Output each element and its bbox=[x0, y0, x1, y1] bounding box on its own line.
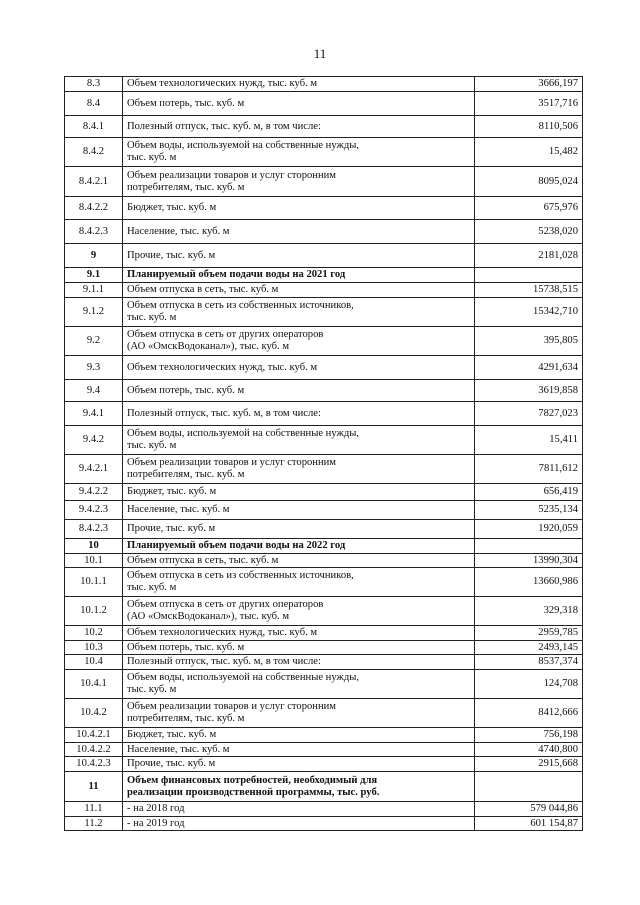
row-description-cell bbox=[123, 380, 475, 402]
description-line: Объем отпуска в сеть, тыс. куб. м bbox=[127, 284, 279, 295]
description-line: Объем технологических нужд, тыс. куб. м bbox=[127, 361, 318, 373]
description-line: Объем реализации товаров и услуг сторонним bbox=[127, 457, 337, 468]
row-number-cell: 8.4.2 bbox=[65, 138, 123, 167]
row-description-cell bbox=[123, 699, 475, 728]
row-number-cell: 10.1.2 bbox=[65, 597, 123, 626]
description-line: Объем технологических нужд, тыс. куб. м bbox=[127, 627, 318, 638]
table-row bbox=[65, 197, 583, 220]
description-line: Объем отпуска в сеть из собственных источников, bbox=[127, 570, 354, 581]
row-number-cell: 8.4 bbox=[65, 92, 123, 116]
row-number-cell: 10.3 bbox=[65, 641, 123, 655]
description-line: Объем потерь, тыс. куб. м bbox=[127, 641, 245, 653]
row-value-cell: 8110,506 bbox=[475, 116, 583, 138]
row-description-cell bbox=[123, 728, 475, 743]
row-description-cell bbox=[123, 626, 475, 641]
row-description-cell bbox=[123, 641, 475, 655]
row-value-cell: 124,708 bbox=[475, 670, 583, 699]
description-line: Объем воды, используемой на собственные нужды, bbox=[127, 140, 359, 151]
row-description-cell bbox=[123, 167, 475, 197]
table-row bbox=[65, 728, 583, 743]
description-line: тыс. куб. м bbox=[127, 440, 177, 451]
row-description-cell bbox=[123, 772, 475, 802]
row-description-cell bbox=[123, 757, 475, 772]
row-value-cell: 15738,515 bbox=[475, 283, 583, 298]
table-row bbox=[65, 402, 583, 426]
row-number-cell: 8.4.2.3 bbox=[65, 520, 123, 539]
row-number-cell: 8.3 bbox=[65, 77, 123, 92]
row-value-cell: 13660,986 bbox=[475, 568, 583, 597]
row-number-cell: 10.4.2.3 bbox=[65, 757, 123, 772]
description-line: Объем воды, используемой на собственные нужды, bbox=[127, 428, 359, 439]
row-number-cell: 10.1.1 bbox=[65, 568, 123, 597]
table-row bbox=[65, 655, 583, 670]
table-row bbox=[65, 802, 583, 817]
table-row bbox=[65, 268, 583, 283]
row-number-cell: 9.1 bbox=[65, 268, 123, 283]
row-description-cell bbox=[123, 220, 475, 244]
row-number-cell: 9.3 bbox=[65, 356, 123, 380]
table-row bbox=[65, 520, 583, 539]
description-line: - на 2019 год bbox=[127, 817, 185, 829]
row-number-cell: 10.2 bbox=[65, 626, 123, 641]
row-number-cell: 10.4.1 bbox=[65, 670, 123, 699]
row-value-cell: 4291,634 bbox=[475, 356, 583, 380]
description-line: Объем отпуска в сеть от других операторов bbox=[127, 329, 324, 340]
description-line: Прочие, тыс. куб. м bbox=[127, 523, 216, 534]
row-number-cell: 9.1.1 bbox=[65, 283, 123, 298]
table-row bbox=[65, 455, 583, 484]
row-description-cell bbox=[123, 197, 475, 220]
row-description-cell bbox=[123, 455, 475, 484]
row-number-cell: 9.4.2.2 bbox=[65, 484, 123, 501]
table-row bbox=[65, 138, 583, 167]
table-row bbox=[65, 568, 583, 597]
description-line: тыс. куб. м bbox=[127, 684, 177, 695]
description-line: Объем отпуска в сеть из собственных источников, bbox=[127, 300, 354, 311]
row-number-cell: 11.2 bbox=[65, 817, 123, 831]
row-value-cell: 3517,716 bbox=[475, 92, 583, 116]
row-value-cell: 656,419 bbox=[475, 484, 583, 501]
row-description-cell bbox=[123, 77, 475, 92]
table-row bbox=[65, 116, 583, 138]
table-row bbox=[65, 283, 583, 298]
description-line: Объем реализации товаров и услуг сторонним bbox=[127, 701, 337, 712]
table-row bbox=[65, 539, 583, 554]
description-line: Объем технологических нужд, тыс. куб. м bbox=[127, 78, 318, 89]
description-line: - на 2018 год bbox=[127, 803, 185, 814]
table-row bbox=[65, 772, 583, 802]
row-value-cell: 756,198 bbox=[475, 728, 583, 743]
row-value-cell: 15,411 bbox=[475, 426, 583, 455]
table-row bbox=[65, 77, 583, 92]
row-value-cell: 395,805 bbox=[475, 327, 583, 356]
row-description-cell bbox=[123, 426, 475, 455]
row-description-cell bbox=[123, 743, 475, 757]
row-description-cell bbox=[123, 283, 475, 298]
row-value-cell: 2915,668 bbox=[475, 757, 583, 772]
row-description-cell bbox=[123, 655, 475, 670]
row-description-cell bbox=[123, 268, 475, 283]
table-row bbox=[65, 699, 583, 728]
row-value-cell: 2959,785 bbox=[475, 626, 583, 641]
table-row bbox=[65, 92, 583, 116]
row-description-cell bbox=[123, 92, 475, 116]
row-value-cell: 7811,612 bbox=[475, 455, 583, 484]
row-number-cell: 8.4.2.3 bbox=[65, 220, 123, 244]
table-row bbox=[65, 327, 583, 356]
row-value-cell: 579 044,86 bbox=[475, 802, 583, 817]
description-line: Бюджет, тыс. куб. м bbox=[127, 202, 217, 213]
table-row bbox=[65, 426, 583, 455]
row-number-cell: 9.4.2.3 bbox=[65, 501, 123, 520]
row-value-cell: 1920,059 bbox=[475, 520, 583, 539]
description-line: Объем воды, используемой на собственные нужды, bbox=[127, 672, 359, 683]
row-number-cell: 10.1 bbox=[65, 554, 123, 568]
row-value-cell: 7827,023 bbox=[475, 402, 583, 426]
table-row bbox=[65, 743, 583, 757]
row-number-cell: 9.4.2.1 bbox=[65, 455, 123, 484]
row-number-cell: 9.1.2 bbox=[65, 298, 123, 327]
table-row bbox=[65, 167, 583, 197]
row-number-cell: 9.4 bbox=[65, 380, 123, 402]
description-line: Объем отпуска в сеть от других операторов bbox=[127, 599, 324, 610]
row-value-cell: 13990,304 bbox=[475, 554, 583, 568]
row-value-cell bbox=[475, 268, 583, 283]
description-line: Объем потерь, тыс. куб. м bbox=[127, 97, 245, 109]
row-value-cell bbox=[475, 772, 583, 802]
row-number-cell: 10.4.2 bbox=[65, 699, 123, 728]
row-description-cell bbox=[123, 539, 475, 554]
description-line: Объем реализации товаров и услуг сторонним bbox=[127, 169, 337, 181]
row-number-cell: 9 bbox=[65, 244, 123, 268]
row-description-cell bbox=[123, 554, 475, 568]
table-row bbox=[65, 501, 583, 520]
row-value-cell: 3666,197 bbox=[475, 77, 583, 92]
table-row bbox=[65, 554, 583, 568]
table-row bbox=[65, 597, 583, 626]
table-row bbox=[65, 670, 583, 699]
table-row bbox=[65, 298, 583, 327]
description-line: Население, тыс. куб. м bbox=[127, 504, 230, 515]
row-number-cell: 11.1 bbox=[65, 802, 123, 817]
row-value-cell: 675,976 bbox=[475, 197, 583, 220]
description-line: тыс. куб. м bbox=[127, 152, 177, 163]
description-line: Бюджет, тыс. куб. м bbox=[127, 486, 217, 497]
page-number: 11 bbox=[313, 46, 327, 61]
row-description-cell bbox=[123, 520, 475, 539]
description-line: тыс. куб. м bbox=[127, 312, 177, 323]
description-line: Планируемый объем подачи воды на 2022 год bbox=[127, 540, 346, 551]
row-value-cell bbox=[475, 539, 583, 554]
row-number-cell: 11 bbox=[65, 772, 123, 802]
row-description-cell bbox=[123, 817, 475, 831]
row-value-cell: 3619,858 bbox=[475, 380, 583, 402]
row-description-cell bbox=[123, 327, 475, 356]
row-description-cell bbox=[123, 501, 475, 520]
description-line: Прочие, тыс. куб. м bbox=[127, 758, 216, 769]
row-value-cell: 8537,374 bbox=[475, 655, 583, 670]
row-number-cell: 10.4.2.1 bbox=[65, 728, 123, 743]
row-description-cell bbox=[123, 802, 475, 817]
row-description-cell bbox=[123, 402, 475, 426]
description-line: Планируемый объем подачи воды на 2021 год bbox=[127, 269, 346, 280]
table-row bbox=[65, 484, 583, 501]
row-value-cell: 329,318 bbox=[475, 597, 583, 626]
table-body bbox=[65, 77, 583, 831]
row-value-cell: 601 154,87 bbox=[475, 817, 583, 831]
row-value-cell: 5238,020 bbox=[475, 220, 583, 244]
table-row bbox=[65, 380, 583, 402]
description-line: Объем отпуска в сеть, тыс. куб. м bbox=[127, 554, 279, 566]
row-value-cell: 5235,134 bbox=[475, 501, 583, 520]
description-line: Полезный отпуск, тыс. куб. м, в том числе: bbox=[127, 656, 321, 667]
row-value-cell: 2181,028 bbox=[475, 244, 583, 268]
row-number-cell: 8.4.2.1 bbox=[65, 167, 123, 197]
table-row bbox=[65, 641, 583, 655]
row-value-cell: 8095,024 bbox=[475, 167, 583, 197]
description-line: тыс. куб. м bbox=[127, 582, 177, 593]
table-row bbox=[65, 817, 583, 831]
row-description-cell bbox=[123, 298, 475, 327]
table-row bbox=[65, 244, 583, 268]
description-line: (АО «ОмскВодоканал»), тыс. куб. м bbox=[127, 611, 290, 622]
description-line: Население, тыс. куб. м bbox=[127, 743, 230, 755]
row-number-cell: 8.4.1 bbox=[65, 116, 123, 138]
row-description-cell bbox=[123, 244, 475, 268]
row-description-cell bbox=[123, 116, 475, 138]
description-line: Полезный отпуск, тыс. куб. м, в том числе: bbox=[127, 120, 321, 132]
row-description-cell bbox=[123, 670, 475, 699]
description-line: Население, тыс. куб. м bbox=[127, 225, 230, 237]
row-value-cell: 2493,145 bbox=[475, 641, 583, 655]
row-value-cell: 15342,710 bbox=[475, 298, 583, 327]
row-number-cell: 9.2 bbox=[65, 327, 123, 356]
row-description-cell bbox=[123, 138, 475, 167]
row-number-cell: 10 bbox=[65, 539, 123, 554]
row-description-cell bbox=[123, 568, 475, 597]
row-description-cell bbox=[123, 597, 475, 626]
table-row bbox=[65, 626, 583, 641]
row-number-cell: 8.4.2.2 bbox=[65, 197, 123, 220]
row-number-cell: 9.4.1 bbox=[65, 402, 123, 426]
row-number-cell: 10.4 bbox=[65, 655, 123, 670]
description-line: Объем финансовых потребностей, необходимый для bbox=[127, 774, 378, 786]
description-line: (АО «ОмскВодоканал»), тыс. куб. м bbox=[127, 341, 290, 352]
description-line: Объем потерь, тыс. куб. м bbox=[127, 384, 245, 396]
row-number-cell: 9.4.2 bbox=[65, 426, 123, 455]
row-description-cell bbox=[123, 484, 475, 501]
table-row bbox=[65, 220, 583, 244]
row-number-cell: 10.4.2.2 bbox=[65, 743, 123, 757]
description-line: потребителям, тыс. куб. м bbox=[127, 713, 245, 724]
description-line: реализации производственной программы, тыс. руб. bbox=[127, 786, 380, 798]
description-line: Бюджет, тыс. куб. м bbox=[127, 729, 217, 740]
row-value-cell: 4740,800 bbox=[475, 743, 583, 757]
description-line: потребителям, тыс. куб. м bbox=[127, 181, 245, 193]
row-description-cell bbox=[123, 356, 475, 380]
description-line: Прочие, тыс. куб. м bbox=[127, 249, 216, 261]
table-row bbox=[65, 757, 583, 772]
production-program-table bbox=[64, 76, 583, 831]
table-row bbox=[65, 356, 583, 380]
row-value-cell: 8412,666 bbox=[475, 699, 583, 728]
description-line: потребителям, тыс. куб. м bbox=[127, 469, 245, 480]
description-line: Полезный отпуск, тыс. куб. м, в том числе: bbox=[127, 407, 321, 419]
row-value-cell: 15,482 bbox=[475, 138, 583, 167]
